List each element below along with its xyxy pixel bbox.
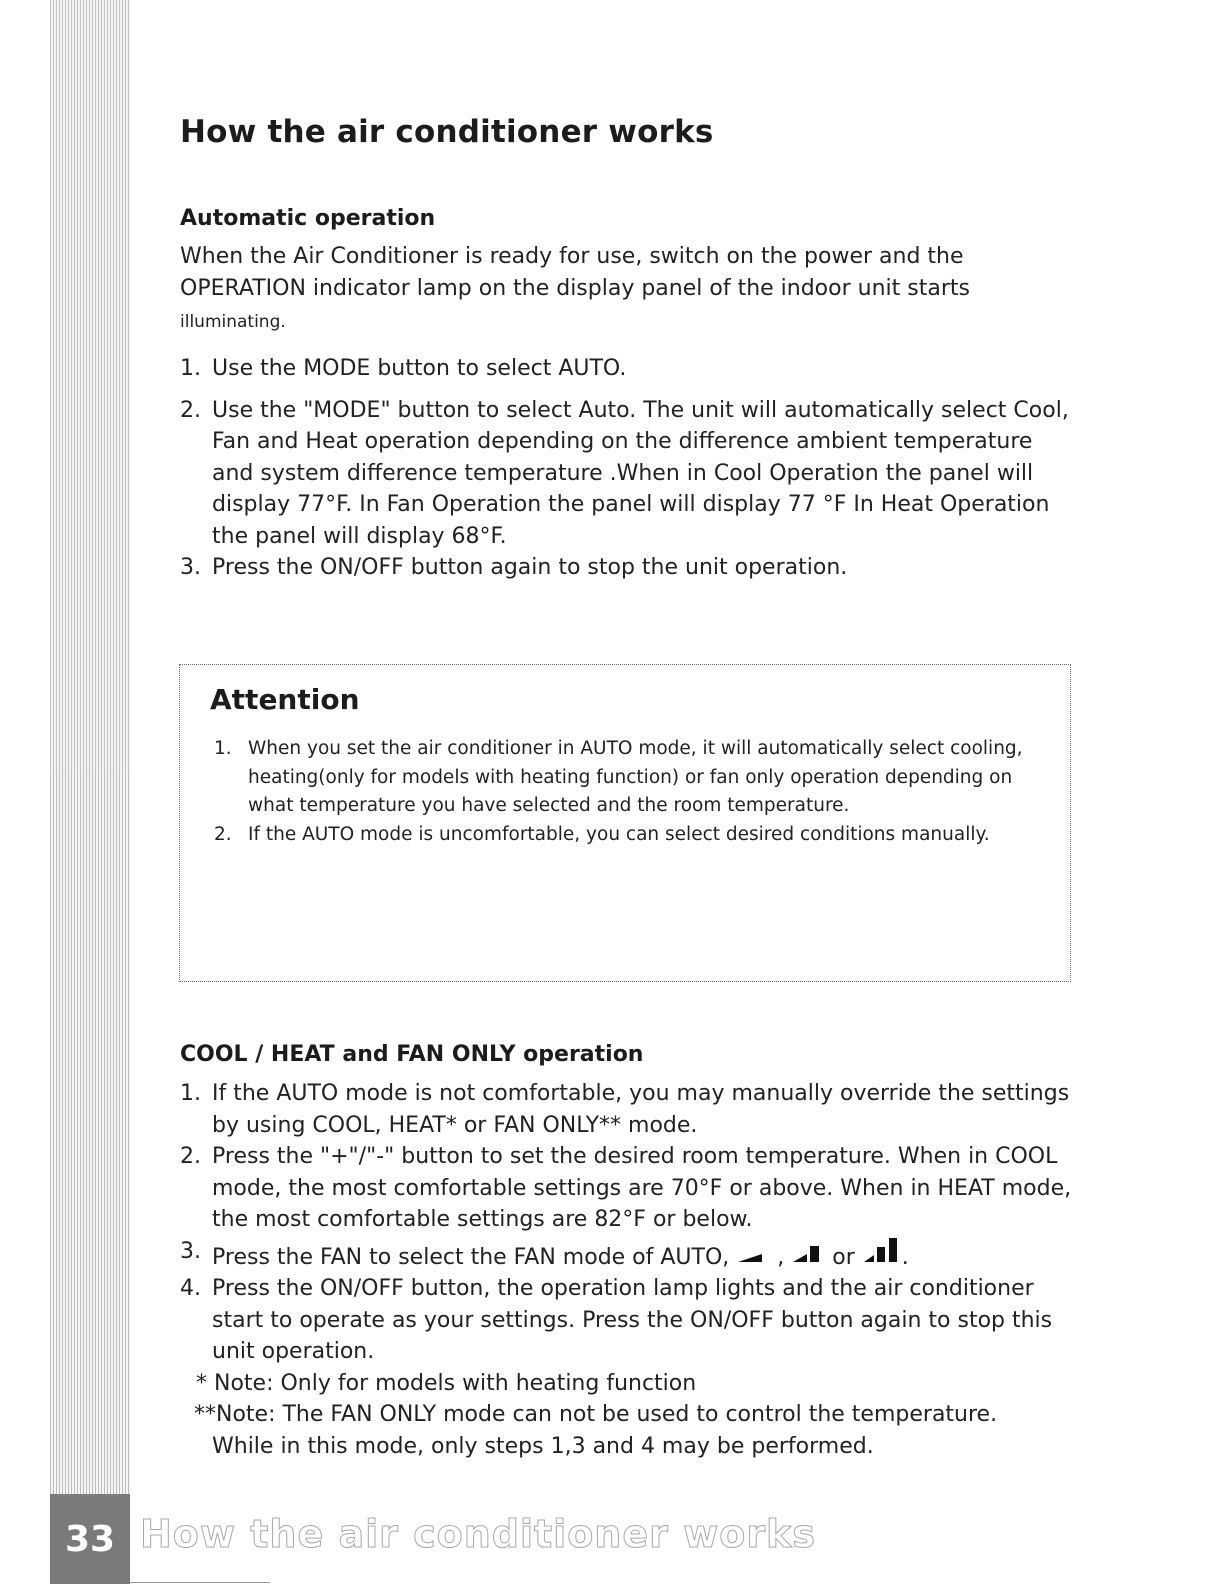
footer-rule xyxy=(130,1582,270,1583)
list-item xyxy=(180,1273,1080,1368)
list-item xyxy=(180,552,1080,584)
step-text: Use the MODE button to select AUTO. xyxy=(212,356,627,381)
step-end: . xyxy=(901,1244,909,1270)
step-number: 2. xyxy=(180,397,201,423)
page-title: How the air conditioner works xyxy=(180,114,714,150)
step-number: 3. xyxy=(180,1238,201,1264)
item-number: 1. xyxy=(214,738,232,759)
list-item xyxy=(214,821,1044,850)
cool-heat-heading: COOL / HEAT and FAN ONLY operation xyxy=(180,1042,644,1067)
step-number: 1. xyxy=(180,1081,201,1106)
attention-title: Attention xyxy=(210,683,360,716)
attention-box xyxy=(179,664,1071,982)
note-text: **Note: The FAN ONLY mode can not be used to control the temperature. xyxy=(194,1402,998,1427)
step-number: 2. xyxy=(180,1144,201,1169)
attention-list xyxy=(214,735,1044,849)
automatic-operation-heading: Automatic operation xyxy=(180,206,436,231)
note-fan-only xyxy=(180,1399,1080,1431)
note-text: * Note: Only for models with heating function xyxy=(196,1370,697,1396)
fan-high-icon xyxy=(862,1236,902,1264)
automatic-steps xyxy=(180,353,1080,584)
step-number: 4. xyxy=(180,1276,201,1301)
item-text: When you set the air conditioner in AUTO mode, it will automatically select cooling, heating(only for models with heating function) or fan only operation depending on what temperature you have selected and the room temperature. xyxy=(248,738,1023,816)
automatic-intro-tail: illuminating. xyxy=(180,312,286,332)
step-number: 1. xyxy=(180,356,201,381)
list-item xyxy=(180,395,1080,553)
note-fan-only-cont xyxy=(180,1431,1080,1463)
list-item xyxy=(180,1141,1080,1236)
list-item xyxy=(180,1236,1080,1274)
list-item xyxy=(180,353,1080,385)
list-item xyxy=(214,735,1044,821)
step-text: Press the "+"/"-" button to set the desired room temperature. When in COOL mode, the most comfortable settings are 70°F or above. When in HEAT mode, the most comfortable settings are 82°F or below. xyxy=(212,1144,1072,1232)
step-text: Press the ON/OFF button, the operation lamp lights and the air conditioner start to operate as your settings. Press the ON/OFF button again to stop this unit operation. xyxy=(212,1276,1053,1364)
fan-low-icon xyxy=(736,1244,770,1264)
side-pattern-bar-lower xyxy=(50,770,130,1584)
note-text: While in this mode, only steps 1,3 and 4 may be performed. xyxy=(212,1433,874,1459)
page-number-badge: 33 xyxy=(50,1494,130,1584)
step-text: Press the ON/OFF button again to stop the unit operation. xyxy=(212,555,848,580)
step-text: Press the FAN to select the FAN mode of AUTO, xyxy=(212,1244,730,1270)
step-text: If the AUTO mode is not comfortable, you may manually override the settings by using COOL, HEAT* or FAN ONLY** mode. xyxy=(212,1081,1070,1138)
step-number: 3. xyxy=(180,555,201,580)
automatic-intro-text: When the Air Conditioner is ready for use, switch on the power and the OPERATION indicator lamp on the display panel of the indoor unit starts xyxy=(180,244,970,301)
footer-title: How the air conditioner works xyxy=(140,1512,816,1556)
step-text: Use the "MODE" button to select Auto. The unit will automatically select Cool, Fan and Heat operation depending on the difference ambient temperature and system difference temperature .When in Cool Operation the panel will display 77°F. In Fan Operation the panel will display 77 °F In Heat Operation the panel will display 68°F. xyxy=(212,397,1069,549)
separator: , xyxy=(777,1244,785,1270)
item-text: If the AUTO mode is uncomfortable, you can select desired conditions manually. xyxy=(248,823,990,845)
note-heating xyxy=(180,1368,1080,1400)
fan-medium-icon xyxy=(791,1240,825,1264)
separator: or xyxy=(832,1244,855,1270)
list-item xyxy=(180,1078,1080,1141)
item-number: 2. xyxy=(214,823,232,845)
automatic-intro xyxy=(180,241,1080,338)
cool-heat-steps xyxy=(180,1078,1080,1462)
